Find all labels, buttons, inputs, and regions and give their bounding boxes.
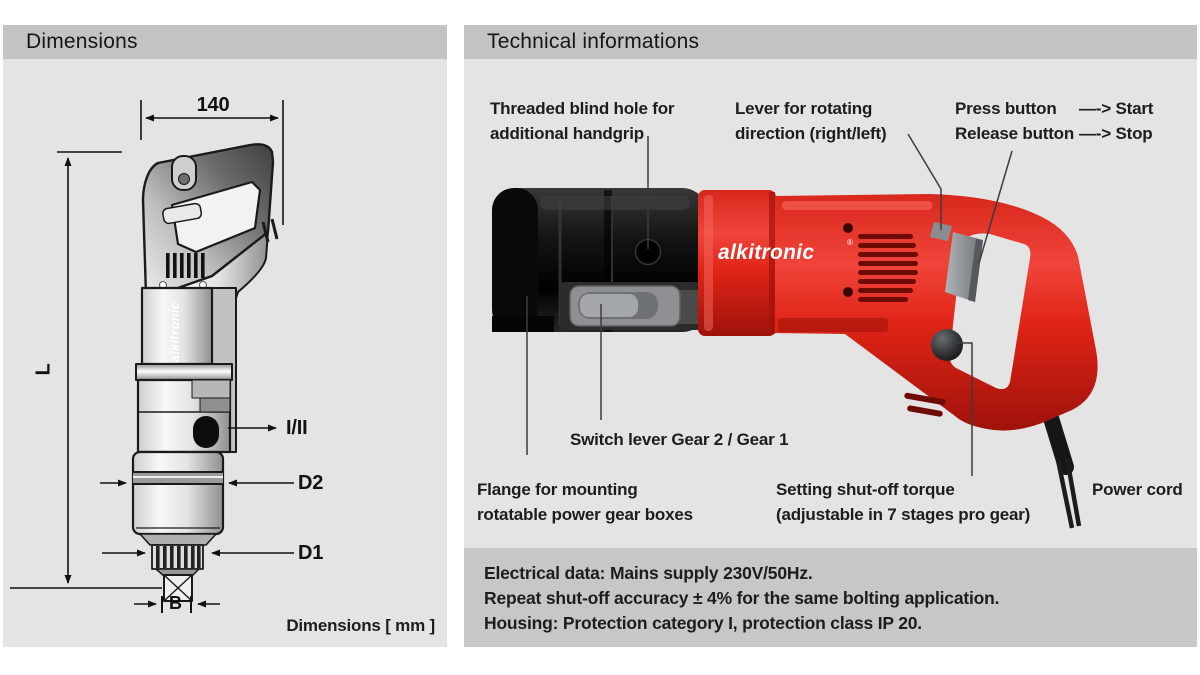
callout-torque: Setting shut-off torque (adjustable in 7 stages pro gear)	[776, 480, 1031, 524]
technical-title: Technical informations	[487, 30, 700, 53]
brand-logo-drawing: alkitronic	[168, 301, 182, 363]
release-button-label: Release button	[955, 124, 1075, 143]
gear-selector-button	[193, 416, 219, 448]
electrical-info-text	[484, 561, 999, 636]
screw	[843, 223, 853, 233]
gear-switch-lever	[580, 294, 638, 317]
callout-power-cord: Power cord	[1092, 480, 1183, 499]
dimension-drawing	[10, 100, 294, 613]
brand-logo-photo: alkitronic	[718, 241, 815, 264]
callout-threaded-hole: Threaded blind hole for additional handgrip	[490, 99, 675, 143]
brand-registered-mark: ®	[847, 238, 853, 247]
callout-direction-lever: Lever for rotating direction (right/left)	[735, 99, 887, 143]
dimensions-unit-footnote: Dimensions [ mm ]	[286, 616, 435, 635]
torque-setting-knob	[931, 329, 963, 361]
power-cord-graphic	[1047, 405, 1079, 528]
d2-cylinder	[133, 452, 223, 534]
dim-d1-label: D1	[298, 542, 324, 564]
callout-flange: Flange for mounting rotatable power gear boxes	[477, 480, 693, 524]
screw	[843, 287, 853, 297]
dim-square-drive-label: B	[169, 593, 182, 613]
dimensions-title: Dimensions	[26, 30, 138, 53]
electrical-line-1: Electrical data: Mains supply 230V/50Hz.	[484, 563, 813, 583]
callout-start-stop	[955, 96, 1153, 146]
dim-d2-label: D2	[298, 472, 324, 494]
dim-length-label: L	[32, 363, 55, 376]
dim-top-width-label: 140	[196, 94, 230, 116]
press-button-label: Press button	[955, 99, 1057, 118]
electrical-line-2: Repeat shut-off accuracy ± 4% for the same bolting application.	[484, 588, 1000, 608]
gear-switch-assembly	[560, 282, 705, 330]
electrical-line-3: Housing: Protection category I, protection class IP 20.	[484, 613, 922, 633]
callout-switch-lever: Switch lever Gear 2 / Gear 1	[570, 430, 789, 449]
start-arrow-label: —-> Start	[1079, 99, 1154, 118]
mounting-flange	[492, 316, 554, 332]
stop-arrow-label: —-> Stop	[1079, 124, 1153, 143]
dim-gear-positions-label: I/II	[286, 417, 308, 439]
